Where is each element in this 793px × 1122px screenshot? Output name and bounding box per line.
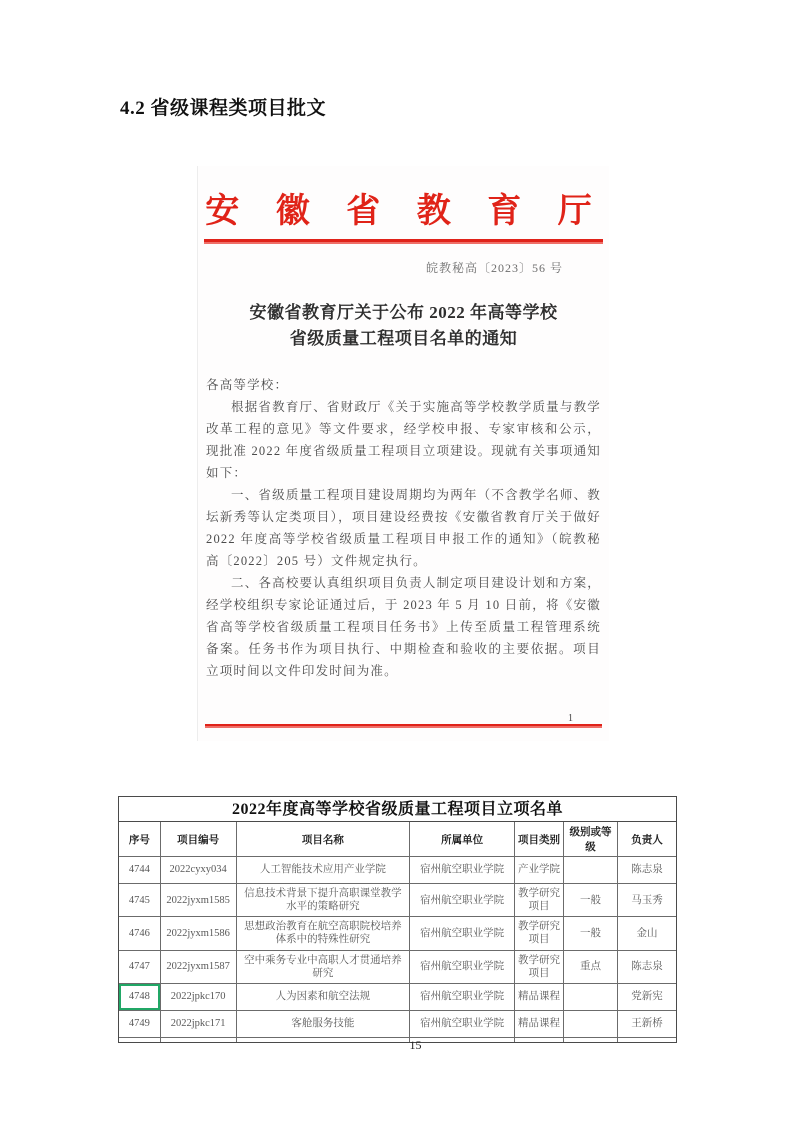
table-row <box>119 883 676 916</box>
table-cell: 一般 <box>564 916 618 949</box>
table-cell: 陈志泉 <box>618 856 676 883</box>
table-cell: 教学研究项目 <box>515 950 564 983</box>
document-title <box>204 300 603 353</box>
paragraph: 根据省教育厅、省财政厅《关于实施高等学校教学质量与教学改革工程的意见》等文件要求，经学校申报、专家审核和公示，现批准 2022 年度省级质量工程项目立项建设。现就有关事项通知如下： <box>206 399 601 480</box>
table-cell: 2022cyxy034 <box>161 856 237 883</box>
column-header: 序号 <box>119 822 161 856</box>
section-heading: 4.2 省级课程类项目批文 <box>120 98 327 119</box>
table-row <box>119 950 676 983</box>
document-body <box>204 374 603 682</box>
table-body <box>119 856 676 1037</box>
salutation: 各高等学校： <box>206 377 289 392</box>
table-cell: 宿州航空职业学院 <box>410 950 515 983</box>
scan-footer-divider <box>205 724 602 728</box>
table-cell: 4749 <box>119 1010 161 1037</box>
column-header: 负责人 <box>631 834 663 846</box>
table-cell: 一般 <box>564 883 618 916</box>
table-cell: 4747 <box>119 950 161 983</box>
table-row <box>119 983 676 1010</box>
document-title-line1: 安徽省教育厅关于公布 2022 年高等学校 <box>249 303 558 322</box>
table-cell: 2022jyxm1586 <box>161 916 237 949</box>
table-cell: 宿州航空职业学院 <box>410 1010 515 1037</box>
table-cell <box>564 983 618 1010</box>
letterhead-title: 安 徽 省 教 育 厅 <box>205 193 602 230</box>
table-cell: 人为因素和航空法规 <box>237 983 411 1010</box>
table-row <box>119 916 676 949</box>
column-header: 级别或等级 <box>564 822 618 856</box>
table-title: 2022年度高等学校省级质量工程项目立项名单 <box>119 797 676 822</box>
table-cell: 宿州航空职业学院 <box>410 883 515 916</box>
table-cell: 宿州航空职业学院 <box>410 856 515 883</box>
table-cell: 2022jpkc171 <box>161 1010 237 1037</box>
document-title-line2: 省级质量工程项目名单的通知 <box>289 329 518 349</box>
table-cell: 空中乘务专业中高职人才贯通培养研究 <box>237 950 411 983</box>
column-header: 项目类别 <box>515 822 564 856</box>
table-cell: 4745 <box>119 883 161 916</box>
table-cell: 2022jyxm1585 <box>161 883 237 916</box>
table-cell: 4744 <box>119 856 161 883</box>
table-cell: 客舱服务技能 <box>237 1010 411 1037</box>
table-cell: 宿州航空职业学院 <box>410 983 515 1010</box>
table-cell: 产业学院 <box>515 856 564 883</box>
table-cell: 精品课程 <box>515 983 564 1010</box>
column-header: 所属单位 <box>410 822 515 856</box>
table-row <box>119 1010 676 1037</box>
official-document-scan <box>197 166 609 741</box>
table-cell: 思想政治教育在航空高职院校培养体系中的特殊性研究 <box>237 916 411 949</box>
table-cell: 重点 <box>564 950 618 983</box>
selected-table-cell: 4748 <box>119 983 161 1010</box>
table-cell: 4746 <box>119 916 161 949</box>
table-row <box>119 856 676 883</box>
paragraph: 一、省级质量工程项目建设周期均为两年（不含教学名师、教坛新秀等认定类项目），项目建设经费按《安徽省教育厅关于做好 2022 年度高等学校省级质量工程项目申报工作的通知》（皖教秘高〔2022〕205 号）文件规定执行。 <box>206 487 601 568</box>
document-number: 皖教秘高〔2023〕56 号 <box>425 261 563 275</box>
table-cell: 2022jyxm1587 <box>161 950 237 983</box>
scan-page-number: 1 <box>568 713 573 724</box>
table-cell: 王新桥 <box>618 1010 676 1037</box>
table-cell: 2022jpkc170 <box>161 983 237 1010</box>
table-cell <box>564 1010 618 1037</box>
paragraph: 二、各高校要认真组织项目负责人制定项目建设计划和方案，经学校组织专家论证通过后，于 2023 年 5 月 10 日前，将《安徽省高等学校省级质量工程项目任务书》上传至质量工程管理系统备案。任务书作为项目执行、中期检查和验收的主要依据。项目立项时间以文件印发时间为准。 <box>206 575 601 678</box>
table-cell: 陈志泉 <box>618 950 676 983</box>
project-approval-table <box>118 796 677 1043</box>
table-header-row <box>119 822 676 856</box>
table-cell: 教学研究项目 <box>515 916 564 949</box>
letterhead-divider <box>204 239 603 244</box>
table-cell: 人工智能技术应用产业学院 <box>237 856 411 883</box>
table-cell: 金山 <box>618 916 676 949</box>
table-cell: 马玉秀 <box>618 883 676 916</box>
table-cell: 党新宪 <box>618 983 676 1010</box>
column-header: 项目编号 <box>161 822 237 856</box>
column-header: 项目名称 <box>237 822 411 856</box>
table-cell: 宿州航空职业学院 <box>410 916 515 949</box>
table-cell <box>564 856 618 883</box>
table-cell: 教学研究项目 <box>515 883 564 916</box>
table-cell: 精品课程 <box>515 1010 564 1037</box>
page-number: 15 <box>409 1038 422 1052</box>
table-cell: 信息技术背景下提升高职课堂教学水平的策略研究 <box>237 883 411 916</box>
